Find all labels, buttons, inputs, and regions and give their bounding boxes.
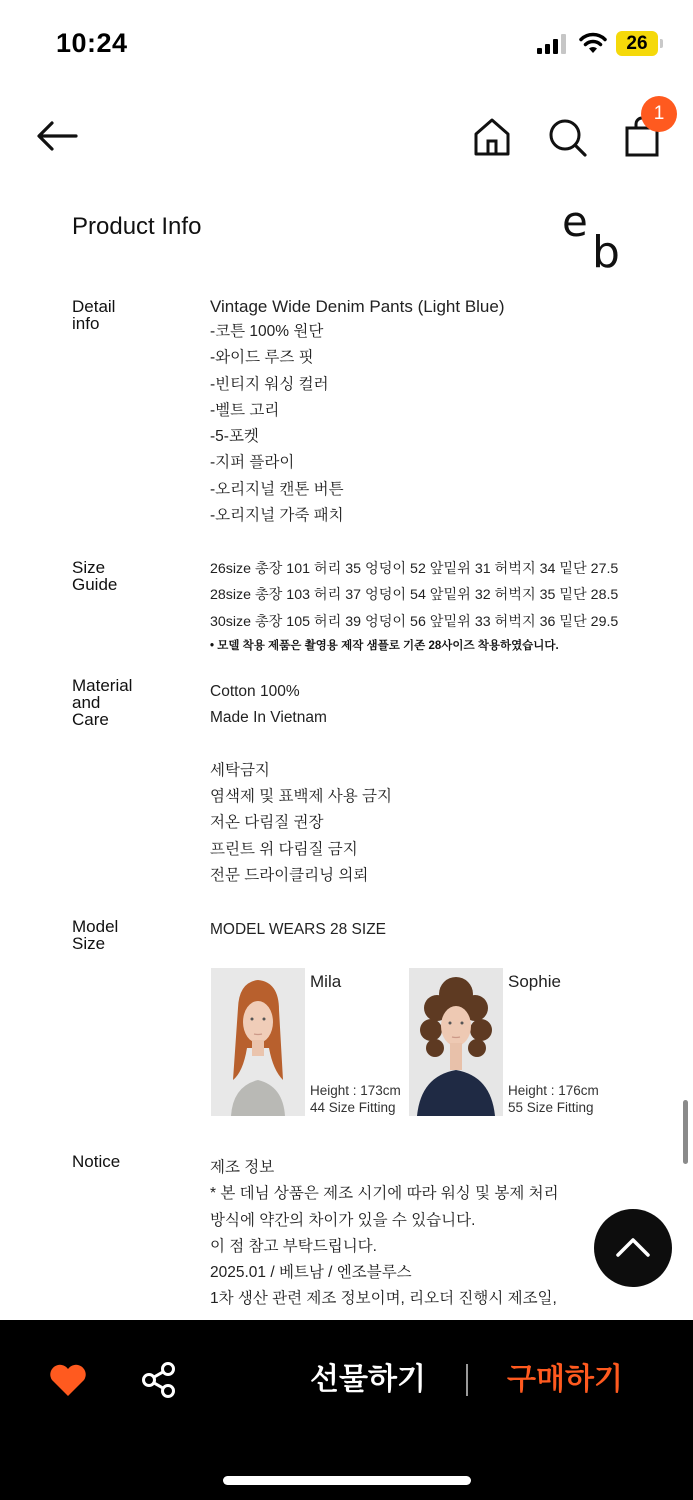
model-measurements: Height : 173cm 44 Size Fitting: [310, 1083, 401, 1115]
feature-item: -코튼 100% 원단: [210, 323, 324, 340]
size-row: 30size 총장 105 허리 39 엉덩이 56 앞밑위 33 허벅지 36 밑단 29.5: [210, 613, 619, 630]
notice-line: 방식에 약간의 차이가 있을 수 있습니다.: [210, 1211, 476, 1229]
home-icon[interactable]: [470, 116, 514, 158]
cellular-signal-icon: [537, 34, 567, 54]
feature-item: -5-포켓: [210, 428, 259, 446]
country-of-origin: Made In Vietnam: [210, 709, 327, 727]
notice-label: Notice: [72, 1152, 121, 1171]
home-indicator[interactable]: [223, 1476, 471, 1485]
notice-line: 이 점 참고 부탁드립니다.: [210, 1237, 377, 1255]
product-info-title: Product Info: [72, 213, 202, 240]
feature-item: -와이드 루즈 핏: [210, 349, 314, 367]
model-size-label: Model Size: [72, 917, 119, 953]
feature-item: -지퍼 플라이: [210, 454, 295, 472]
feature-item: -빈티지 워싱 컬러: [210, 375, 329, 393]
buy-button[interactable]: 구매하기: [507, 1363, 623, 1396]
size-row: 28size 총장 103 허리 37 엉덩이 54 앞밑위 32 허벅지 35 밑단 28.5: [210, 587, 619, 604]
material-composition: Cotton 100%: [210, 683, 300, 700]
status-time: 10:24: [56, 28, 128, 58]
scrollbar[interactable]: [683, 1100, 688, 1164]
heart-icon[interactable]: [48, 1362, 88, 1398]
size-note: • 모델 착용 제품은 촬영용 제작 샘플로 기존 28사이즈 착용하였습니다.: [210, 639, 559, 652]
product-info-section: [0, 195, 693, 1320]
detail-info-label: Detail info: [72, 297, 116, 333]
notice-line: 2025.01 / 베트남 / 엔조블루스: [210, 1264, 412, 1282]
feature-item: -오리지널 가죽 패치: [210, 507, 344, 525]
product-name: Vintage Wide Denim Pants (Light Blue): [210, 297, 505, 316]
model-measurements: Height : 176cm 55 Size Fitting: [508, 1083, 599, 1115]
model-photo-mila: [211, 968, 305, 1116]
size-guide-label: Size Guide: [72, 558, 118, 594]
share-icon[interactable]: [140, 1361, 178, 1399]
wifi-icon: [578, 32, 608, 54]
back-arrow-icon[interactable]: [34, 118, 80, 154]
button-divider: [466, 1364, 468, 1396]
material-care-body: [210, 679, 392, 889]
material-care-label: Material and Care: [72, 676, 133, 729]
detail-info-body: [210, 295, 505, 529]
notice-line: 1차 생산 관련 제조 정보이며, 리오더 진행시 제조일,: [210, 1290, 557, 1308]
battery-tip: [660, 39, 663, 48]
status-bar: [0, 0, 693, 90]
battery-level: 26: [616, 31, 658, 56]
size-row: 26size 총장 101 허리 35 엉덩이 52 앞밑위 31 허벅지 34 밑단 27.5: [210, 561, 619, 577]
care-item: 염색제 및 표백제 사용 금지: [210, 788, 392, 806]
gift-button[interactable]: 선물하기: [310, 1363, 426, 1396]
chevron-up-icon: [594, 1209, 672, 1287]
notice-line: 제조 정보: [210, 1159, 275, 1176]
size-guide-table: [210, 556, 618, 653]
care-item: 전문 드라이클리닝 의뢰: [210, 867, 369, 885]
model-wears-text: MODEL WEARS 28 SIZE: [210, 921, 386, 938]
feature-item: -오리지널 캔톤 버튼: [210, 480, 344, 498]
model-name: Sophie: [508, 972, 561, 991]
model-name: Mila: [310, 972, 342, 991]
notice-line: * 본 데님 상품은 제조 시기에 따라 워싱 및 봉제 처리: [210, 1185, 559, 1203]
cart-count-badge: 1: [641, 96, 677, 132]
scroll-to-top-button[interactable]: [594, 1209, 672, 1287]
top-navigation: [0, 90, 693, 190]
care-item: 프린트 위 다림질 금지: [210, 840, 358, 858]
feature-item: -벨트 고리: [210, 401, 280, 419]
model-photo-sophie: [409, 968, 503, 1116]
care-item: 저온 다림질 권장: [210, 814, 324, 832]
search-icon[interactable]: [545, 116, 589, 158]
bottom-action-bar: [0, 1320, 693, 1500]
care-item: 세탁금지: [210, 761, 270, 779]
notice-body: [210, 1155, 559, 1313]
brand-logo: e b: [562, 197, 620, 278]
